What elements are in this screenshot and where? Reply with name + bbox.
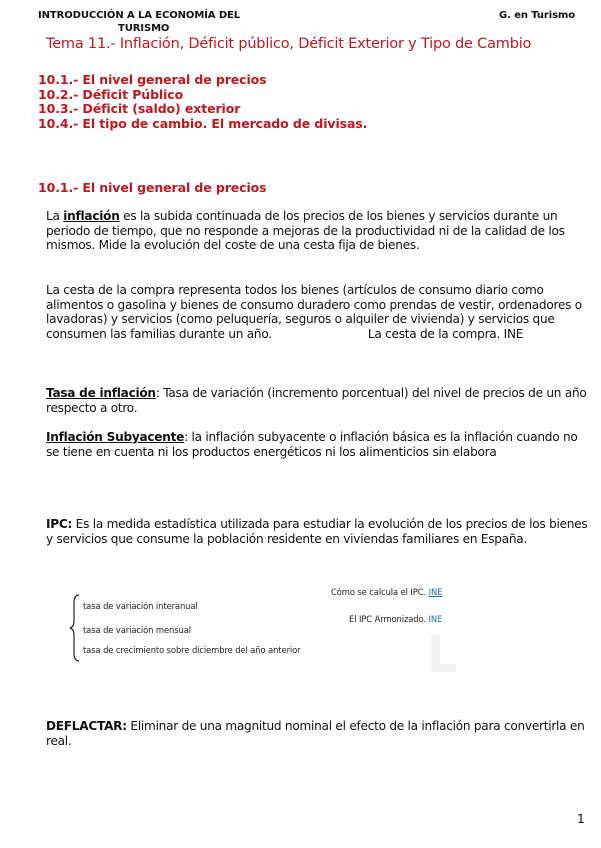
paragraph-inflation-rate-rest: : Tasa de variación (incremento porcentual) del nivel de precios de un año respecto a otro. — [46, 386, 587, 415]
toc-item-4: 10.4.- El tipo de cambio. El mercado de divisas. — [38, 115, 368, 131]
paragraph-inflation-pre: La — [46, 209, 64, 223]
paragraph-core-inflation — [46, 430, 588, 459]
page-number: 1 — [577, 812, 585, 826]
ipc-calc-text: Cómo se calcula el IPC. — [331, 587, 427, 597]
paragraph-deflate — [46, 719, 588, 748]
paragraph-inflation-rate — [46, 386, 588, 415]
term-inflation: inflación — [63, 209, 120, 223]
ipc-rate-annual: tasa de variación interanual — [83, 601, 198, 611]
toc-item-2: 10.2.- Déficit Público — [38, 86, 184, 102]
table-of-contents — [38, 73, 367, 131]
ipc-calc-note — [331, 587, 442, 597]
header-course — [38, 9, 258, 35]
page-title: Tema 11.- Inflación, Déficit público, Déficit Exterior y Tipo de Cambio — [46, 36, 532, 52]
paragraph-inflation-rest: es la subida continuada de los precios de los bienes y servicios durante un periodo de tiempo, que no responde a mejoras de la productividad ni de la calidad de los mismos. Mide la evolución del coste de una cesta fija de bienes. — [46, 209, 565, 252]
basket-source: La cesta de la compra. INE — [367, 326, 524, 341]
section-heading: 10.1.- El nivel general de precios — [38, 180, 267, 195]
paragraph-inflation — [46, 209, 588, 253]
header-course-line1: INTRODUCCIÓN A LA ECONOMÍA DEL — [38, 10, 241, 21]
header-degree: G. en Turismo — [499, 10, 576, 21]
toc-item-3: 10.3.- Déficit (saldo) exterior — [38, 101, 241, 116]
paragraph-ipc-rest: Es la medida estadística utilizada para estudiar la evolución de los precios de los bienes y servicios que consume la población residente en viviendas familiares en España. — [46, 517, 588, 546]
term-inflation-rate: Tasa de inflación — [46, 386, 156, 400]
paragraph-core-inflation-rest: : la inflación subyacente o inflación básica es la inflación cuando no se tiene en cuenta ni los productos energéticos ni los alimenticios sin elabora — [46, 430, 578, 459]
paragraph-deflate-rest: Eliminar de una magnitud nominal el efecto de la inflación para convertirla en real. — [46, 719, 585, 748]
term-deflate: DEFLACTAR: — [46, 719, 127, 733]
ipc-rate-december: tasa de crecimiento sobre diciembre del año anterior — [83, 645, 301, 655]
brace-icon — [68, 593, 82, 663]
faint-mark-base — [431, 664, 456, 672]
term-ipc: IPC: — [46, 517, 73, 531]
term-core-inflation: Inflación Subyacente — [46, 430, 185, 444]
ipc-harmonized-link[interactable]: INE — [428, 614, 443, 624]
paragraph-basket-text: La cesta de la compra representa todos los bienes (artículos de consumo diario como alimentos o gasolina y bienes de consumo duradero como prendas de vestir, ordenadores o lavadoras) y servicios (como peluquería, seguros o alquiler de vivienda) y servicios que consumen las familias durante un año. — [46, 283, 582, 341]
ipc-harmonized-text: El IPC Armonizado. — [349, 614, 426, 624]
ipc-rate-monthly: tasa de variación mensual — [83, 625, 191, 635]
paragraph-basket — [46, 283, 588, 341]
ipc-harmonized-note — [349, 614, 442, 624]
ipc-calc-link[interactable]: INE — [428, 587, 443, 597]
toc-item-1: 10.1.- El nivel general de precios — [38, 72, 267, 87]
paragraph-ipc — [46, 517, 588, 546]
header-course-line2: TURISMO — [118, 23, 170, 34]
